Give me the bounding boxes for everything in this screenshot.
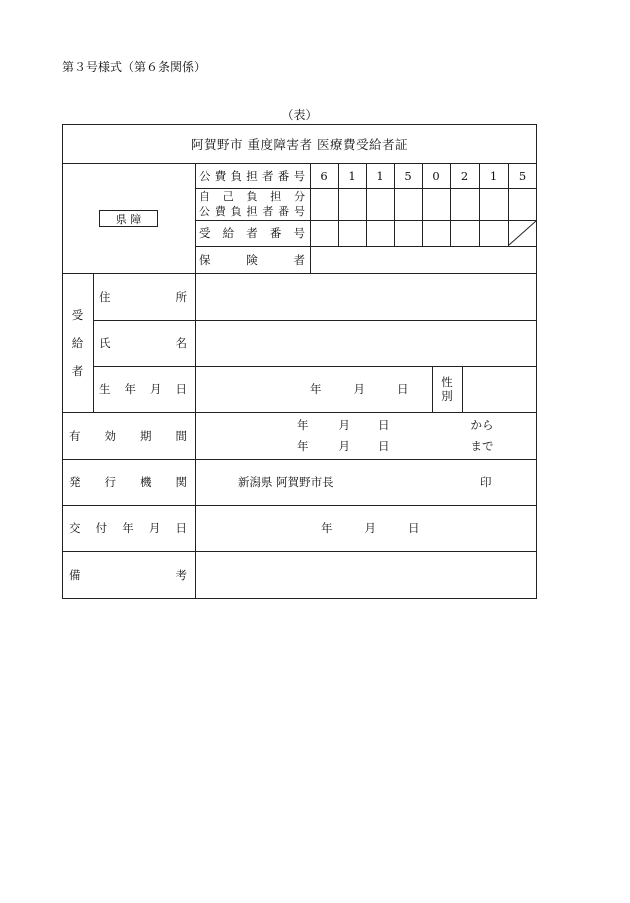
issue-date-value: 年 月 日 (321, 521, 420, 535)
issuer-value: 新潟県 阿賀野市長 (238, 475, 334, 489)
remarks-label: 備 考 (69, 567, 187, 582)
payer-digit: 1 (489, 168, 498, 183)
name-label: 氏 名 (99, 336, 187, 350)
payer-digit: 5 (404, 168, 412, 183)
birth-date-label: 生 年 月 日 (99, 382, 187, 396)
payer-digit: 1 (348, 168, 356, 183)
validity-to: 年 月 日 まで (297, 439, 494, 453)
validity-label: 有 効 期 間 (69, 428, 187, 443)
form-number: 第３号様式（第６条関係） (62, 60, 207, 74)
prefecture-badge: 県 障 (99, 210, 158, 227)
validity-from: 年 月 日 から (297, 418, 494, 432)
recipient-number-label: 受 給 者 番 号 (199, 226, 305, 240)
payer-digit: 2 (460, 168, 469, 183)
payer-digit: 6 (320, 168, 328, 183)
certificate-title: 阿賀野市 重度障害者 医療費受給者証 (191, 136, 408, 152)
divider (93, 273, 94, 412)
issue-date-label: 交 付 年 月 日 (69, 521, 187, 535)
public-payer-number-label: 公 費 負 担 者 番 号 (199, 168, 305, 183)
recipient-section-label: 受 給 者 (71, 307, 84, 378)
side-label: （表） (281, 108, 318, 122)
divider (462, 366, 463, 412)
address-label: 住 所 (99, 289, 187, 304)
diagonal-slash (508, 220, 537, 246)
insurer-label: 保 険 者 (199, 252, 305, 267)
seal-mark: 印 (480, 475, 492, 489)
self-pay-payer-number-label: 自 己 負 担 分 公 費 負 担 者 番 号 (199, 190, 305, 218)
issuer-label: 発 行 機 関 (69, 475, 187, 489)
birth-date-value: 年 月 日 (310, 382, 409, 396)
payer-digit: 5 (518, 168, 527, 183)
sex-label: 性 別 (441, 375, 453, 403)
payer-digit: 0 (432, 168, 440, 183)
payer-digit: 1 (376, 168, 384, 183)
